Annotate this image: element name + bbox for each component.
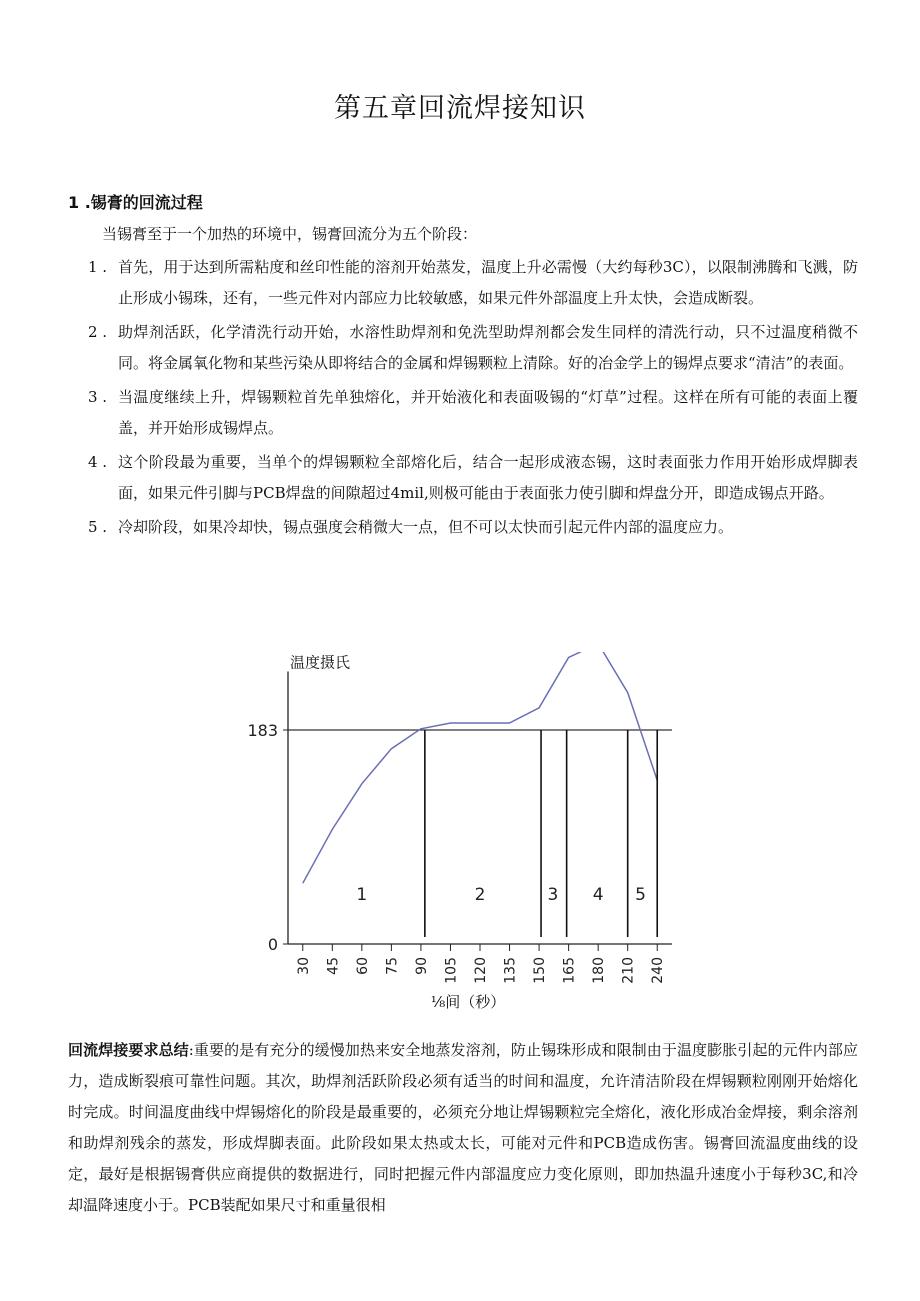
list-item-text: 助焊剂活跃，化学清洗行动开始，水溶性助焊剂和免洗型助焊剂都会发生同样的清洗行动，只不过温度稍微不同。将金属氧化物和某些污染从即将结合的金属和焊锡颗粒上清除。好的冶金学上的锡焊点要求“清洁”的表面。 <box>118 323 858 372</box>
x-tick-label: 240 <box>650 957 667 984</box>
list-item <box>88 512 858 543</box>
x-axis-label: ⅛间（秒） <box>430 993 506 1011</box>
list-item-number: 4 . <box>88 453 108 471</box>
list-item-number: 2 . <box>88 323 108 341</box>
summary-label: 回流焊接要求总结 <box>68 1041 189 1059</box>
y-tick-label: 0 <box>267 935 278 954</box>
x-tick-label: 180 <box>591 957 608 984</box>
summary-text: :重要的是有充分的缓慢加热来安全地蒸发溶剂，防止锡珠形成和限制由于温度膨胀引起的元件内部应力，造成断裂痕可靠性问题。其次，助焊剂活跃阶段必须有适当的时间和温度，允许清洁阶段在焊锡颗粒刚刚开始熔化时完成。时间温度曲线中焊锡熔化的阶段是最重要的，必须充分地让焊锡颗粒完全熔化，液化形成冶金焊接，剩余溶剂和助焊剂残余的蒸发，形成焊脚表面。此阶段如果太热或太长，可能对元件和PCB造成伤害。锡膏回流温度曲线的设定，最好是根据锡膏供应商提供的数据进行，同时把握元件内部温度应力变化原则，即加热温升速度小于每秒3C,和冷却温降速度小于。PCB装配如果尺寸和重量很相 <box>68 1041 858 1214</box>
x-tick-label: 165 <box>561 957 578 984</box>
x-tick-label: 60 <box>354 957 371 975</box>
x-tick-label: 30 <box>295 957 312 975</box>
x-tick-label: 105 <box>443 957 460 984</box>
list-item-text: 冷却阶段，如果冷却快，锡点强度会稍微大一点，但不可以太快而引起元件内部的温度应力。 <box>118 518 734 536</box>
list-item-text: 当温度继续上升，焊锡颗粒首先单独熔化，并开始液化和表面吸锡的“灯草”过程。这样在所有可能的表面上覆盖，并开始形成锡焊点。 <box>118 388 858 437</box>
list-item <box>88 382 858 444</box>
y-axis-label: 温度摄氏 <box>290 653 351 672</box>
list-item-number: 3 . <box>88 388 108 406</box>
stage-label: 1 <box>356 885 368 905</box>
chapter-title: 第五章回流焊接知识 <box>334 93 586 124</box>
list-item-text: 这个阶段最为重要，当单个的焊锡颗粒全部熔化后，结合一起形成液态锡，这时表面张力作用开始形成焊脚表面，如果元件引脚与PCB焊盘的间隙超过4mil,则极可能由于表面张力使引脚和焊盘分开，即造成锡点开路。 <box>118 453 858 502</box>
list-item <box>88 447 858 509</box>
section-heading: 1 .锡膏的回流过程 <box>68 193 203 212</box>
stage-label: 2 <box>474 885 486 905</box>
x-tick-label: 120 <box>473 957 489 984</box>
x-tick-label: 135 <box>502 957 519 984</box>
intro-paragraph: 当锡膏至于一个加热的环境中，锡膏回流分为五个阶段： <box>102 225 478 243</box>
list-item <box>88 252 858 314</box>
x-tick-label: 210 <box>620 957 637 984</box>
stage-label: 3 <box>547 885 559 905</box>
reflow-stage-list <box>88 252 858 546</box>
list-item <box>88 317 858 379</box>
x-tick-label: 90 <box>413 957 430 975</box>
reflow-profile-chart <box>240 652 700 1032</box>
chart-svg <box>240 652 700 1032</box>
list-item-number: 1 . <box>88 258 108 276</box>
stage-label: 5 <box>635 885 646 905</box>
temperature-series-line <box>303 652 657 883</box>
x-tick-label: 75 <box>384 957 401 975</box>
stage-label: 4 <box>592 885 604 905</box>
list-item-number: 5 . <box>88 518 108 536</box>
list-item-text: 首先，用于达到所需粘度和丝印性能的溶剂开始蒸发，温度上升必需慢（大约每秒3C），以限制沸腾和飞溅，防止形成小锡珠，还有，一些元件对内部应力比较敏感，如果元件外部温度上升太快，会造成断裂。 <box>118 258 858 307</box>
x-tick-label: 150 <box>532 957 549 984</box>
summary-paragraph <box>68 1035 858 1221</box>
x-tick-label: 45 <box>325 957 342 975</box>
y-tick-label: 183 <box>247 721 278 740</box>
